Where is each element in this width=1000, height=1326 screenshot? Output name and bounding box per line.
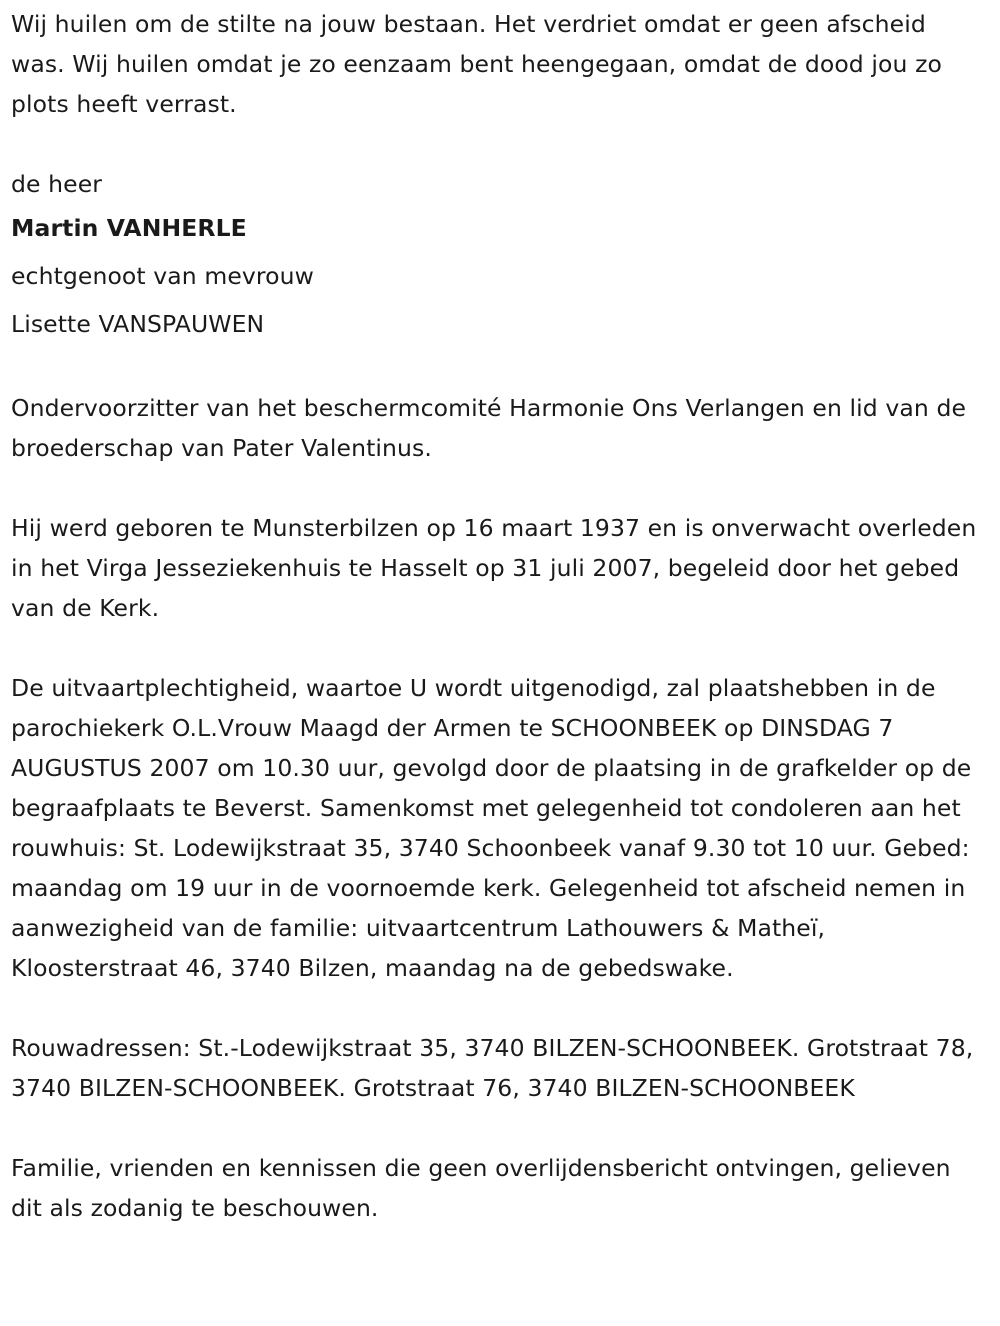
spacer: [11, 628, 986, 668]
addresses-paragraph: Rouwadressen: St.-Lodewijkstraat 35, 3740 BILZEN-SCHOONBEEK. Grotstraat 78, 3740 BILZEN-SCHOONBEEK. Grotstraat 76, 3740 BILZEN-SCHOONBEEK: [11, 1034, 974, 1102]
spacer: [11, 988, 986, 1028]
spouse-name: Lisette VANSPAUWEN: [11, 310, 265, 338]
birth-death-paragraph: Hij werd geboren te Munsterbilzen op 16 maart 1937 en is onverwacht overleden in het Virga Jesseziekenhuis te Hasselt op 31 juli 2007, begeleid door het gebed van de Kerk.: [11, 514, 977, 622]
spouse-relation: echtgenoot van mevrouw: [11, 262, 314, 290]
deceased-name: Martin VANHERLE: [11, 214, 247, 242]
intro-poem: Wij huilen om de stilte na jouw bestaan. Het verdriet omdat er geen afscheid was. Wij huilen omdat je zo eenzaam bent heengegaan, omdat de dood jou zo plots heeft verrast.: [11, 10, 942, 118]
obituary-document: [11, 4, 986, 1228]
funeral-paragraph: De uitvaartplechtigheid, waartoe U wordt uitgenodigd, zal plaatshebben in de parochiekerk O.L.Vrouw Maagd der Armen te SCHOONBEEK op DINSDAG 7 AUGUSTUS 2007 om 10.30 uur, gevolgd door de plaatsing in de grafkelder op de begraafplaats te Beverst. Samenkomst met gelegenheid tot condoleren aan het rouwhuis: St. Lodewijkstraat 35, 3740 Schoonbeek vanaf 9.30 tot 10 uur. Gebed: maandag om 19 uur in de voornoemde kerk. Gelegenheid tot afscheid nemen in aanwezigheid van de familie: uitvaartcentrum Lathouwers & Matheï, Kloosterstraat 46, 3740 Bilzen, maandag na de gebedswake.: [11, 674, 972, 982]
title-prefix: de heer: [11, 170, 103, 198]
spacer: [11, 1108, 986, 1148]
spacer: [11, 468, 986, 508]
spacer: [11, 348, 986, 388]
roles-paragraph: Ondervoorzitter van het beschermcomité Harmonie Ons Verlangen en lid van de broederschap van Pater Valentinus.: [11, 394, 967, 462]
closing-paragraph: Familie, vrienden en kennissen die geen overlijdensbericht ontvingen, gelieven dit als zodanig te beschouwen.: [11, 1154, 951, 1222]
spacer: [11, 124, 986, 164]
